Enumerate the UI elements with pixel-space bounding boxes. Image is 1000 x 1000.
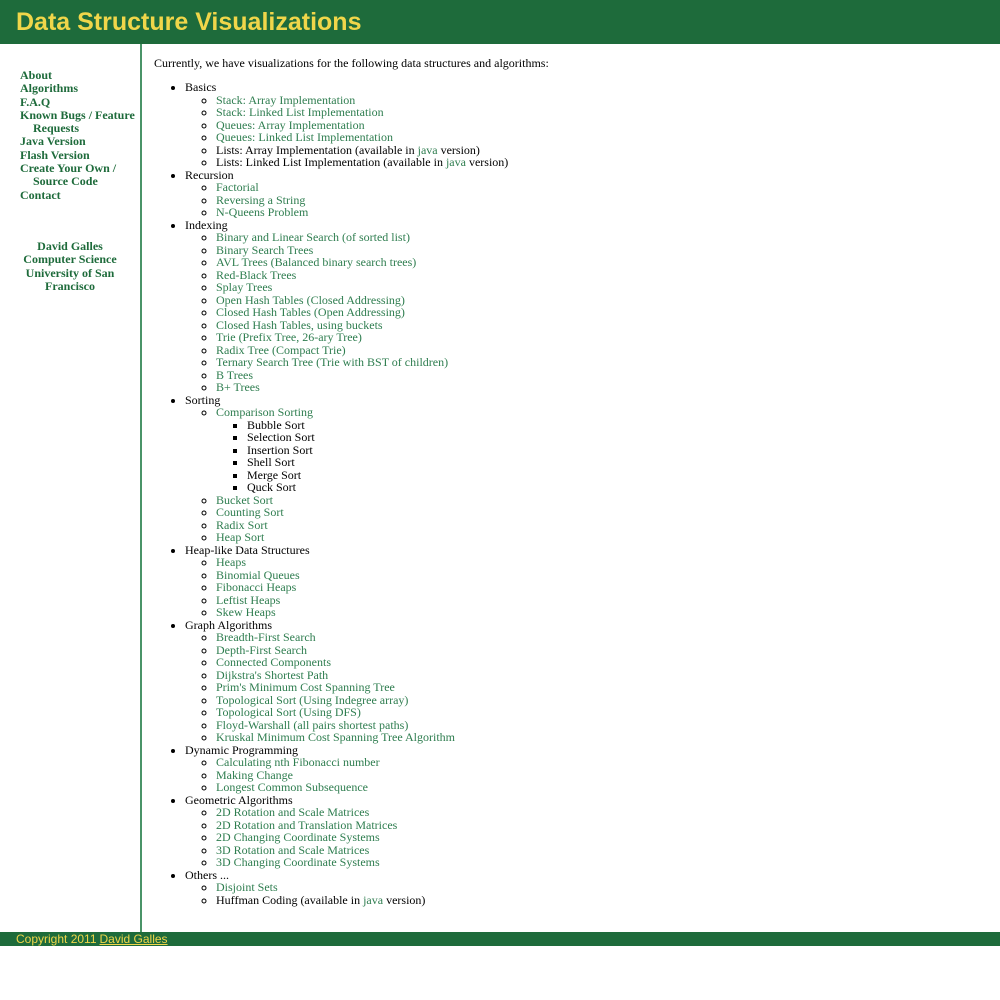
list-item [216, 656, 975, 669]
viz-link[interactable]: N-Queens Problem [216, 205, 309, 219]
list-item [216, 369, 975, 382]
copyright-text: Copyright 2011 [16, 932, 97, 946]
nav-java-version-link[interactable]: Java Version [20, 134, 86, 149]
topic-title: Indexing [185, 217, 228, 232]
list-item [216, 894, 975, 907]
list-item [216, 531, 975, 544]
list-item [216, 606, 975, 619]
viz-link[interactable]: Binary Search Trees [216, 242, 314, 257]
viz-link[interactable]: Binomial Queues [216, 567, 300, 582]
item-text: version) [437, 142, 480, 157]
viz-link[interactable]: Open Hash Tables (Closed Addressing) [216, 292, 405, 307]
java-link[interactable]: java [417, 142, 438, 157]
viz-link[interactable]: Trie (Prefix Tree, 26-ary Tree) [216, 330, 362, 344]
author-info [0, 240, 140, 293]
list-item: ▪ Insertion Sort [247, 444, 975, 457]
viz-link[interactable]: Leftist Heaps [216, 592, 281, 607]
viz-link[interactable]: Longest Common Subsequence [216, 780, 368, 794]
list-item [216, 356, 975, 369]
viz-link[interactable]: Comparison Sorting [216, 405, 314, 419]
viz-link[interactable]: Factorial [216, 180, 259, 194]
page-title: Data Structure Visualizations [16, 8, 362, 36]
topic-title: Basics [185, 80, 217, 94]
viz-link[interactable]: Floyd-Warshall (all pairs shortest paths) [216, 717, 409, 732]
topic-list [185, 81, 975, 906]
viz-link[interactable]: Queues: Linked List Implementation [216, 130, 393, 144]
list-item [216, 569, 975, 582]
viz-link[interactable]: AVL Trees (Balanced binary search trees) [216, 255, 417, 269]
nav-about-link[interactable]: About [20, 68, 53, 82]
list-item [216, 494, 975, 507]
nav-known-bugs-link[interactable]: Known Bugs / Feature Requests [20, 107, 135, 136]
list-item [216, 756, 975, 769]
viz-link[interactable]: Stack: Linked List Implementation [216, 105, 384, 119]
list-item: ▪ Selection Sort [247, 431, 975, 444]
list-item [216, 556, 975, 569]
viz-link[interactable]: Dijkstra's Shortest Path [216, 667, 329, 682]
viz-link[interactable]: Depth-First Search [216, 642, 307, 657]
topic-geometric [185, 794, 975, 869]
page-footer [0, 932, 1000, 946]
list-item [216, 519, 975, 532]
viz-link[interactable]: B Trees [216, 367, 254, 382]
viz-link[interactable]: 2D Changing Coordinate Systems [216, 830, 380, 844]
java-link[interactable]: java [445, 155, 466, 169]
viz-link[interactable]: B+ Trees [216, 380, 260, 394]
list-item [216, 156, 975, 169]
nav-contact-link[interactable]: Contact [20, 187, 61, 202]
viz-link[interactable]: Closed Hash Tables, using buckets [216, 317, 383, 332]
topic-graphs [185, 619, 975, 744]
viz-link[interactable]: Kruskal Minimum Cost Spanning Tree Algorithm [216, 730, 456, 744]
list-item [216, 194, 975, 207]
list-item [216, 631, 975, 644]
author-school: University of San Francisco [25, 265, 115, 293]
nav-flash-version-link[interactable]: Flash Version [20, 147, 90, 162]
viz-link[interactable]: Radix Tree (Compact Trie) [216, 342, 346, 357]
viz-link[interactable]: Heap Sort [216, 530, 265, 544]
page-header [0, 0, 1000, 44]
list-item [216, 269, 975, 282]
topic-title: Dynamic Programming [185, 742, 298, 757]
viz-link[interactable]: Topological Sort (Using Indegree array) [216, 692, 409, 707]
list-item [216, 594, 975, 607]
topic-title: Others ... [185, 867, 229, 882]
viz-link[interactable]: Skew Heaps [216, 605, 276, 619]
topic-title: Recursion [185, 167, 234, 182]
viz-link[interactable]: Counting Sort [216, 505, 284, 519]
topic-sorting [185, 394, 975, 544]
viz-link[interactable]: Making Change [216, 767, 293, 782]
list-item [216, 231, 975, 244]
nav-create-your-own-link[interactable]: Create Your Own / Source Code [20, 161, 117, 189]
viz-link[interactable]: Red-Black Trees [216, 267, 297, 282]
item-text: Lists: Linked List Implementation (available in [216, 155, 446, 169]
list-item [216, 506, 975, 519]
author-name: David Galles [37, 239, 103, 253]
topic-title: Geometric Algorithms [185, 792, 293, 807]
list-item [216, 406, 975, 494]
java-link[interactable]: java [363, 892, 384, 907]
topic-recursion [185, 169, 975, 219]
viz-link[interactable]: Reversing a String [216, 192, 306, 207]
viz-link[interactable]: Heaps [216, 555, 246, 569]
list-item [216, 731, 975, 744]
viz-link[interactable]: Calculating nth Fibonacci number [216, 755, 380, 769]
list-item [216, 781, 975, 794]
viz-link[interactable]: Fibonacci Heaps [216, 580, 297, 594]
viz-link[interactable]: Stack: Array Implementation [216, 92, 356, 107]
list-item: ▪ Shell Sort [247, 456, 975, 469]
intro-text: Currently, we have visualizations for the following data structures and algorithms: [154, 56, 549, 70]
viz-link[interactable]: Binary and Linear Search (of sorted list) [216, 230, 410, 244]
viz-link[interactable]: Bucket Sort [216, 492, 273, 507]
topic-title: Sorting [185, 392, 221, 407]
list-item: ▪ Bubble Sort [247, 419, 975, 432]
author-link[interactable]: David Galles [99, 932, 168, 946]
topic-title: Heap-like Data Structures [185, 542, 310, 557]
viz-link[interactable]: Closed Hash Tables (Open Addressing) [216, 305, 405, 319]
list-item: ▪ Quck Sort [247, 481, 975, 494]
viz-link[interactable]: Disjoint Sets [216, 880, 278, 894]
viz-link[interactable]: 3D Changing Coordinate Systems [216, 855, 380, 869]
nav-algorithms-link[interactable]: Algorithms [20, 81, 78, 96]
item-text: version) [465, 155, 509, 169]
viz-link[interactable]: Queues: Array Implementation [216, 117, 365, 132]
topic-dynamic-programming [185, 744, 975, 794]
viz-link[interactable]: Connected Components [216, 655, 331, 669]
viz-link[interactable]: Topological Sort (Using DFS) [216, 705, 361, 719]
main-content [154, 56, 984, 907]
viz-link[interactable]: 2D Rotation and Scale Matrices [216, 805, 370, 819]
sidebar-nav [20, 69, 138, 202]
topic-title: Graph Algorithms [185, 617, 272, 632]
topic-others [185, 869, 975, 907]
viz-link[interactable]: 2D Rotation and Translation Matrices [216, 817, 398, 832]
list-item [216, 581, 975, 594]
viz-link[interactable]: Radix Sort [216, 517, 268, 532]
list-item [216, 856, 975, 869]
item-text: Lists: Array Implementation (available in [216, 142, 418, 157]
nav-faq-link[interactable]: F.A.Q [20, 94, 51, 109]
viz-link[interactable]: 3D Rotation and Scale Matrices [216, 842, 370, 857]
viz-link[interactable]: Ternary Search Tree (Trie with BST of children) [216, 355, 449, 369]
list-item [216, 381, 975, 394]
author-department: Computer Science [23, 252, 117, 267]
list-item [216, 181, 975, 194]
viz-link[interactable]: Breadth-First Search [216, 630, 316, 644]
item-text: Huffman Coding (available in [216, 892, 364, 907]
topic-heaps [185, 544, 975, 619]
viz-link[interactable]: Splay Trees [216, 280, 273, 294]
list-item: ▪ Merge Sort [247, 469, 975, 482]
list-item [216, 256, 975, 269]
item-text: version) [383, 892, 426, 907]
topic-basics [185, 81, 975, 169]
list-item [216, 206, 975, 219]
sidebar [0, 44, 142, 932]
topic-indexing [185, 219, 975, 394]
viz-link[interactable]: Prim's Minimum Cost Spanning Tree [216, 680, 395, 694]
